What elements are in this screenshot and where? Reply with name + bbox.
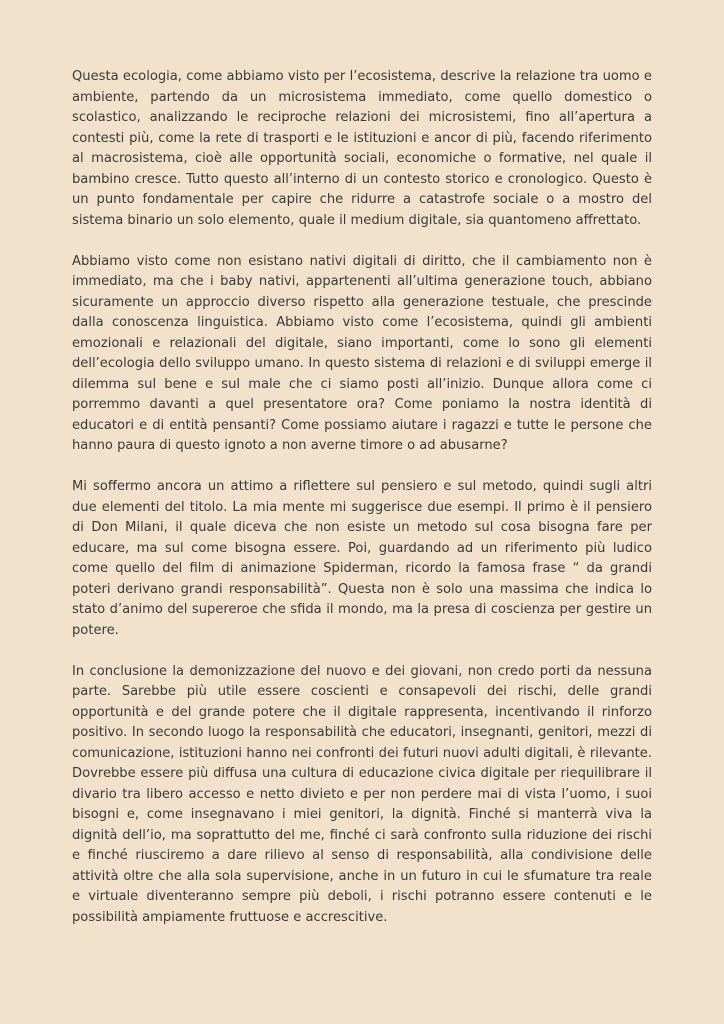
paragraph-nativi-digitali: Abbiamo visto come non esistano nativi digitali di diritto, che il cambiamento non è immediato, ma che i baby nativi, appartenenti all’ultima generazione touch, abbiano sicuramente un approccio diverso rispetto alla generazione testuale, che prescinde dalla conoscenza linguistica. Abbiamo visto come l’ecosistema, quindi gli ambienti emozionali e relazionali del digitale, siano importanti, come lo sono gli elementi dell’ecologia dello sviluppo umano. In questo sistema di relazioni e di sviluppi emerge il dilemma sul bene e sul male che ci siamo posti all’inizio. Dunque allora come ci porremmo davanti a quel presentatore ora? Come poniamo la nostra identità di educatori e di entità pensanti? Come possiamo aiutare i ragazzi e tutte le persone che hanno paura di questo ignoto a non averne timore o ad abusarne?	[72, 253, 652, 453]
paragraph-pensiero-metodo: Mi soffermo ancora un attimo a riflettere sul pensiero e sul metodo, quindi sugli altri due elementi del titolo. La mia mente mi suggerisce due esempi. Il primo è il pensiero di Don Milani, il quale diceva che non esiste un metodo sul cosa bisogna fare per educare, ma sul come bisogna essere. Poi, guardando ad un riferimento più ludico come quello del film di animazione Spiderman, ricordo la famosa frase “ da grandi poteri derivano grandi responsabilità”. Questa non è solo una massima che indica lo stato d’animo del supereroe che sfida il mondo, ma la presa di coscienza per gestire un potere.	[72, 479, 652, 638]
paragraph-ecologia: Questa ecologia, come abbiamo visto per l’ecosistema, descrive la relazione tra uomo e ambiente, partendo da un microsistema immediato, come quello domestico o scolastico, analizzando le reciproche relazioni dei microsistemi, fino all’apertura a contesti più, come la rete di trasporti e le istituzioni e ancor di più, facendo riferimento al macrosistema, cioè alle opportunità sociali, economiche o formative, nel quale il bambino cresce. Tutto questo all’interno di un contesto storico e cronologico. Questo è un punto fondamentale per capire che ridurre a catastrofe sociale o a mostro del sistema binario un solo elemento, quale il medium digitale, sia quantomeno affrettato.	[72, 69, 652, 228]
paragraph-conclusione: In conclusione la demonizzazione del nuovo e dei giovani, non credo porti da nessuna parte. Sarebbe più utile essere coscienti e consapevoli dei rischi, delle grandi opportunità e del grande potere che il digitale rappresenta, incentivando il rinforzo positivo. In secondo luogo la responsabilità che educatori, insegnanti, genitori, mezzi di comunicazione, istituzioni hanno nei confronti dei futuri nuovi adulti digitali, è rilevante. Dovrebbe essere più diffusa una cultura di educazione civica digitale per riequilibrare il divario tra libero accesso e netto divieto e per non perdere mai di vista l’uomo, i suoi bisogni e, come insegnavano i miei genitori, la dignità. Finché si manterrà viva la dignità dell’io, ma soprattutto del me, finché ci sarà confronto sulla riduzione dei rischi e finché riusciremo a dare rilievo al senso di responsabilità, alla condivisione delle attività oltre che alla sola supervisione, anche in un futuro in cui le sfumature tra reale e virtuale diventeranno sempre più deboli, i rischi potranno essere contenuti e le possibilità ampiamente fruttuose e accrescitive.	[72, 663, 652, 925]
document-page	[72, 67, 652, 949]
